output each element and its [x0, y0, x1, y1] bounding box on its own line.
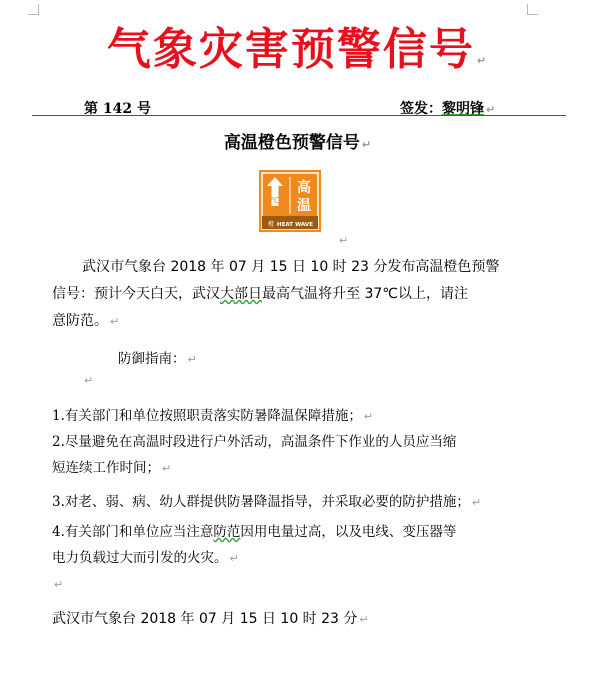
guide-item-4-line-2: 电力负载过大而引发的火灾。 ↵ — [52, 550, 239, 566]
crop-mark-top-right — [527, 4, 538, 15]
paragraph-line-1: 武汉市气象台 2018 年 07 月 15 日 10 时 23 分发布高温橙色预警 — [82, 259, 500, 275]
guide-item-4-line-1: 4.有关部门和单位应当注意防范因用电量过高，以及电线、变压器等 — [52, 524, 457, 540]
guide-item-1: 1.有关部门和单位按照职责落实防暑降温保障措施； ↵ — [52, 408, 374, 424]
guide-item-2-line-1: 2.尽量避免在高温时段进行户外活动，高温条件下作业的人员应当缩 — [52, 434, 457, 450]
paragraph-mark: ↵ — [84, 374, 94, 387]
paragraph-line-3: 意防范。 ↵ — [52, 313, 120, 329]
header-rule — [32, 115, 566, 116]
icon-char-bottom: 温 — [297, 198, 311, 214]
document-number: 第 142 号 — [84, 101, 151, 117]
icon-level-text: 橙 — [268, 221, 275, 228]
temp-unit-text: ℃ — [270, 196, 280, 205]
page-title: 高温橙色预警信号 ↵ — [223, 133, 372, 153]
crop-mark-top-left — [28, 4, 39, 15]
document-banner: 气象灾害预警信号 ↵ — [106, 24, 489, 75]
signer: 签发：黎明锋 ↵ — [400, 101, 496, 117]
guide-item-3: 3.对老、弱、病、幼人群提供防暑降温指导，并采取必要的防护措施； ↵ — [52, 494, 482, 510]
announcement-paragraph — [52, 254, 552, 335]
heat-wave-orange-icon — [259, 170, 321, 232]
paragraph-mark: ↵ — [54, 578, 64, 591]
paragraph-mark: ↵ — [339, 234, 349, 247]
guide-heading: 防御指南： ↵ — [118, 351, 197, 367]
icon-caption: HEAT WAVE — [276, 222, 314, 228]
document-footer: 武汉市气象台 2018 年 07 月 15 日 10 时 23 分 ↵ — [52, 611, 369, 627]
icon-char-top: 高 — [297, 180, 311, 196]
signer-name: 黎明锋 — [442, 101, 484, 117]
paragraph-line-2: 信号：预计今天白天，武汉大部日最高气温将升至 37℃以上，请注 — [52, 286, 468, 302]
guide-item-2-line-2: 短连续工作时间； ↵ — [52, 460, 172, 476]
